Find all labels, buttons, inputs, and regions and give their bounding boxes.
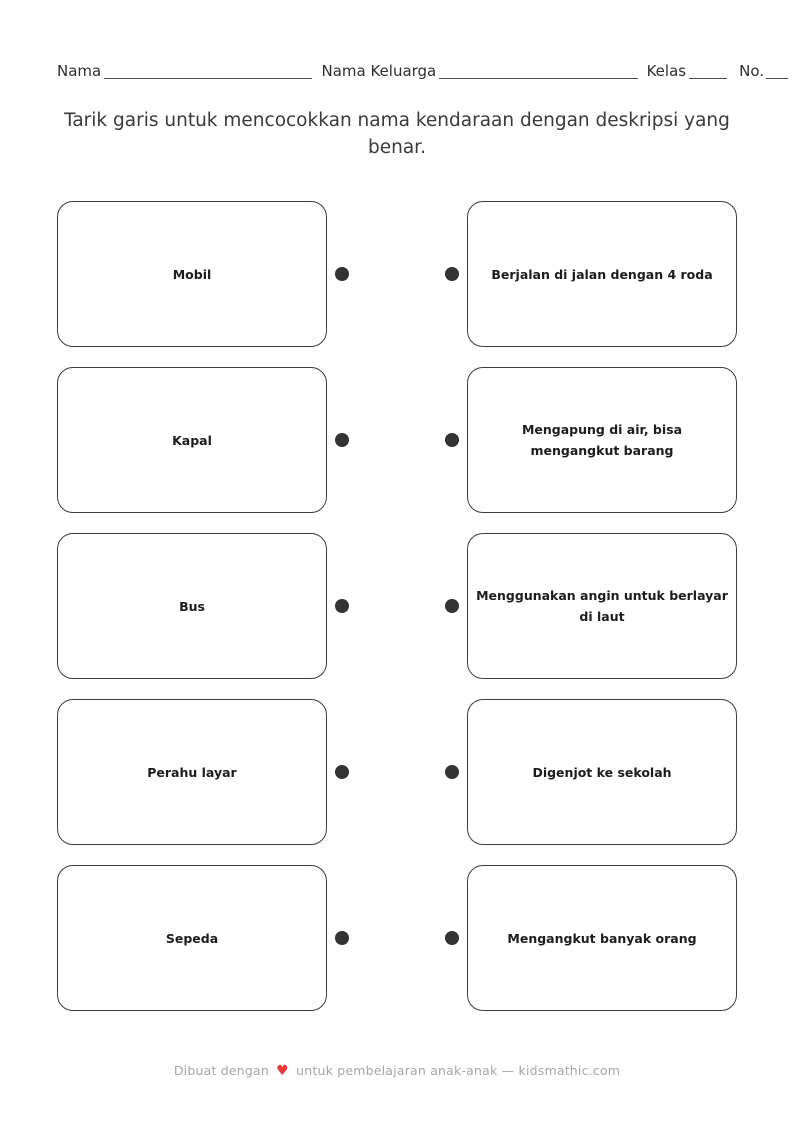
- match-row: [57, 367, 737, 513]
- description-box[interactable]: [467, 865, 737, 1011]
- connector-dots: [327, 433, 467, 447]
- vehicle-name-label: Bus: [179, 598, 205, 614]
- match-row: [57, 699, 737, 845]
- match-row: [57, 201, 737, 347]
- heart-icon: ♥: [276, 1063, 289, 1079]
- right-connector-dot[interactable]: [445, 765, 459, 779]
- description-label: Mengangkut banyak orang: [507, 930, 697, 946]
- vehicle-name-box[interactable]: [57, 201, 327, 347]
- vehicle-name-label: Perahu layar: [147, 764, 237, 780]
- description-label: Berjalan di jalan dengan 4 roda: [491, 266, 713, 282]
- footer: [0, 1063, 794, 1079]
- number-label: No.: [739, 62, 764, 80]
- vehicle-name-box[interactable]: [57, 699, 327, 845]
- description-box[interactable]: [467, 699, 737, 845]
- left-connector-dot[interactable]: [335, 267, 349, 281]
- match-row: [57, 533, 737, 679]
- right-connector-dot[interactable]: [445, 267, 459, 281]
- left-connector-dot[interactable]: [335, 433, 349, 447]
- header: [57, 62, 788, 81]
- connector-dots: [327, 267, 467, 281]
- name-label: Nama: [57, 62, 102, 80]
- description-label: Menggunakan angin untuk berlayar di laut: [476, 588, 728, 624]
- description-label: Digenjot ke sekolah: [532, 764, 672, 780]
- left-connector-dot[interactable]: [335, 765, 349, 779]
- footer-text-before: Dibuat dengan: [173, 1063, 269, 1078]
- matching-area: [57, 201, 737, 1011]
- connector-dots: [327, 599, 467, 613]
- family-name-input-line[interactable]: [439, 73, 637, 79]
- class-input-line[interactable]: [689, 73, 727, 79]
- number-input-line[interactable]: [766, 73, 788, 79]
- vehicle-name-box[interactable]: [57, 367, 327, 513]
- match-row: [57, 865, 737, 1011]
- description-box[interactable]: [467, 533, 737, 679]
- left-connector-dot[interactable]: [335, 599, 349, 613]
- vehicle-name-label: Sepeda: [165, 930, 219, 946]
- connector-dots: [327, 765, 467, 779]
- vehicle-name-box[interactable]: [57, 865, 327, 1011]
- vehicle-name-label: Kapal: [172, 432, 212, 448]
- left-connector-dot[interactable]: [335, 931, 349, 945]
- description-label: Mengapung di air, bisa mengangkut barang: [521, 422, 683, 458]
- right-connector-dot[interactable]: [445, 931, 459, 945]
- footer-text-after: untuk pembelajaran anak-anak — kidsmathic.com: [296, 1063, 621, 1078]
- class-label: Kelas: [646, 62, 687, 80]
- vehicle-name-box[interactable]: [57, 533, 327, 679]
- right-connector-dot[interactable]: [445, 433, 459, 447]
- description-box[interactable]: [467, 367, 737, 513]
- connector-dots: [327, 931, 467, 945]
- right-connector-dot[interactable]: [445, 599, 459, 613]
- description-box[interactable]: [467, 201, 737, 347]
- worksheet-title: Tarik garis untuk mencocokkan nama kendaraan dengan deskripsi yang benar.: [64, 110, 730, 158]
- vehicle-name-label: Mobil: [172, 266, 212, 282]
- family-name-label: Nama Keluarga: [321, 62, 437, 80]
- name-input-line[interactable]: [104, 73, 312, 79]
